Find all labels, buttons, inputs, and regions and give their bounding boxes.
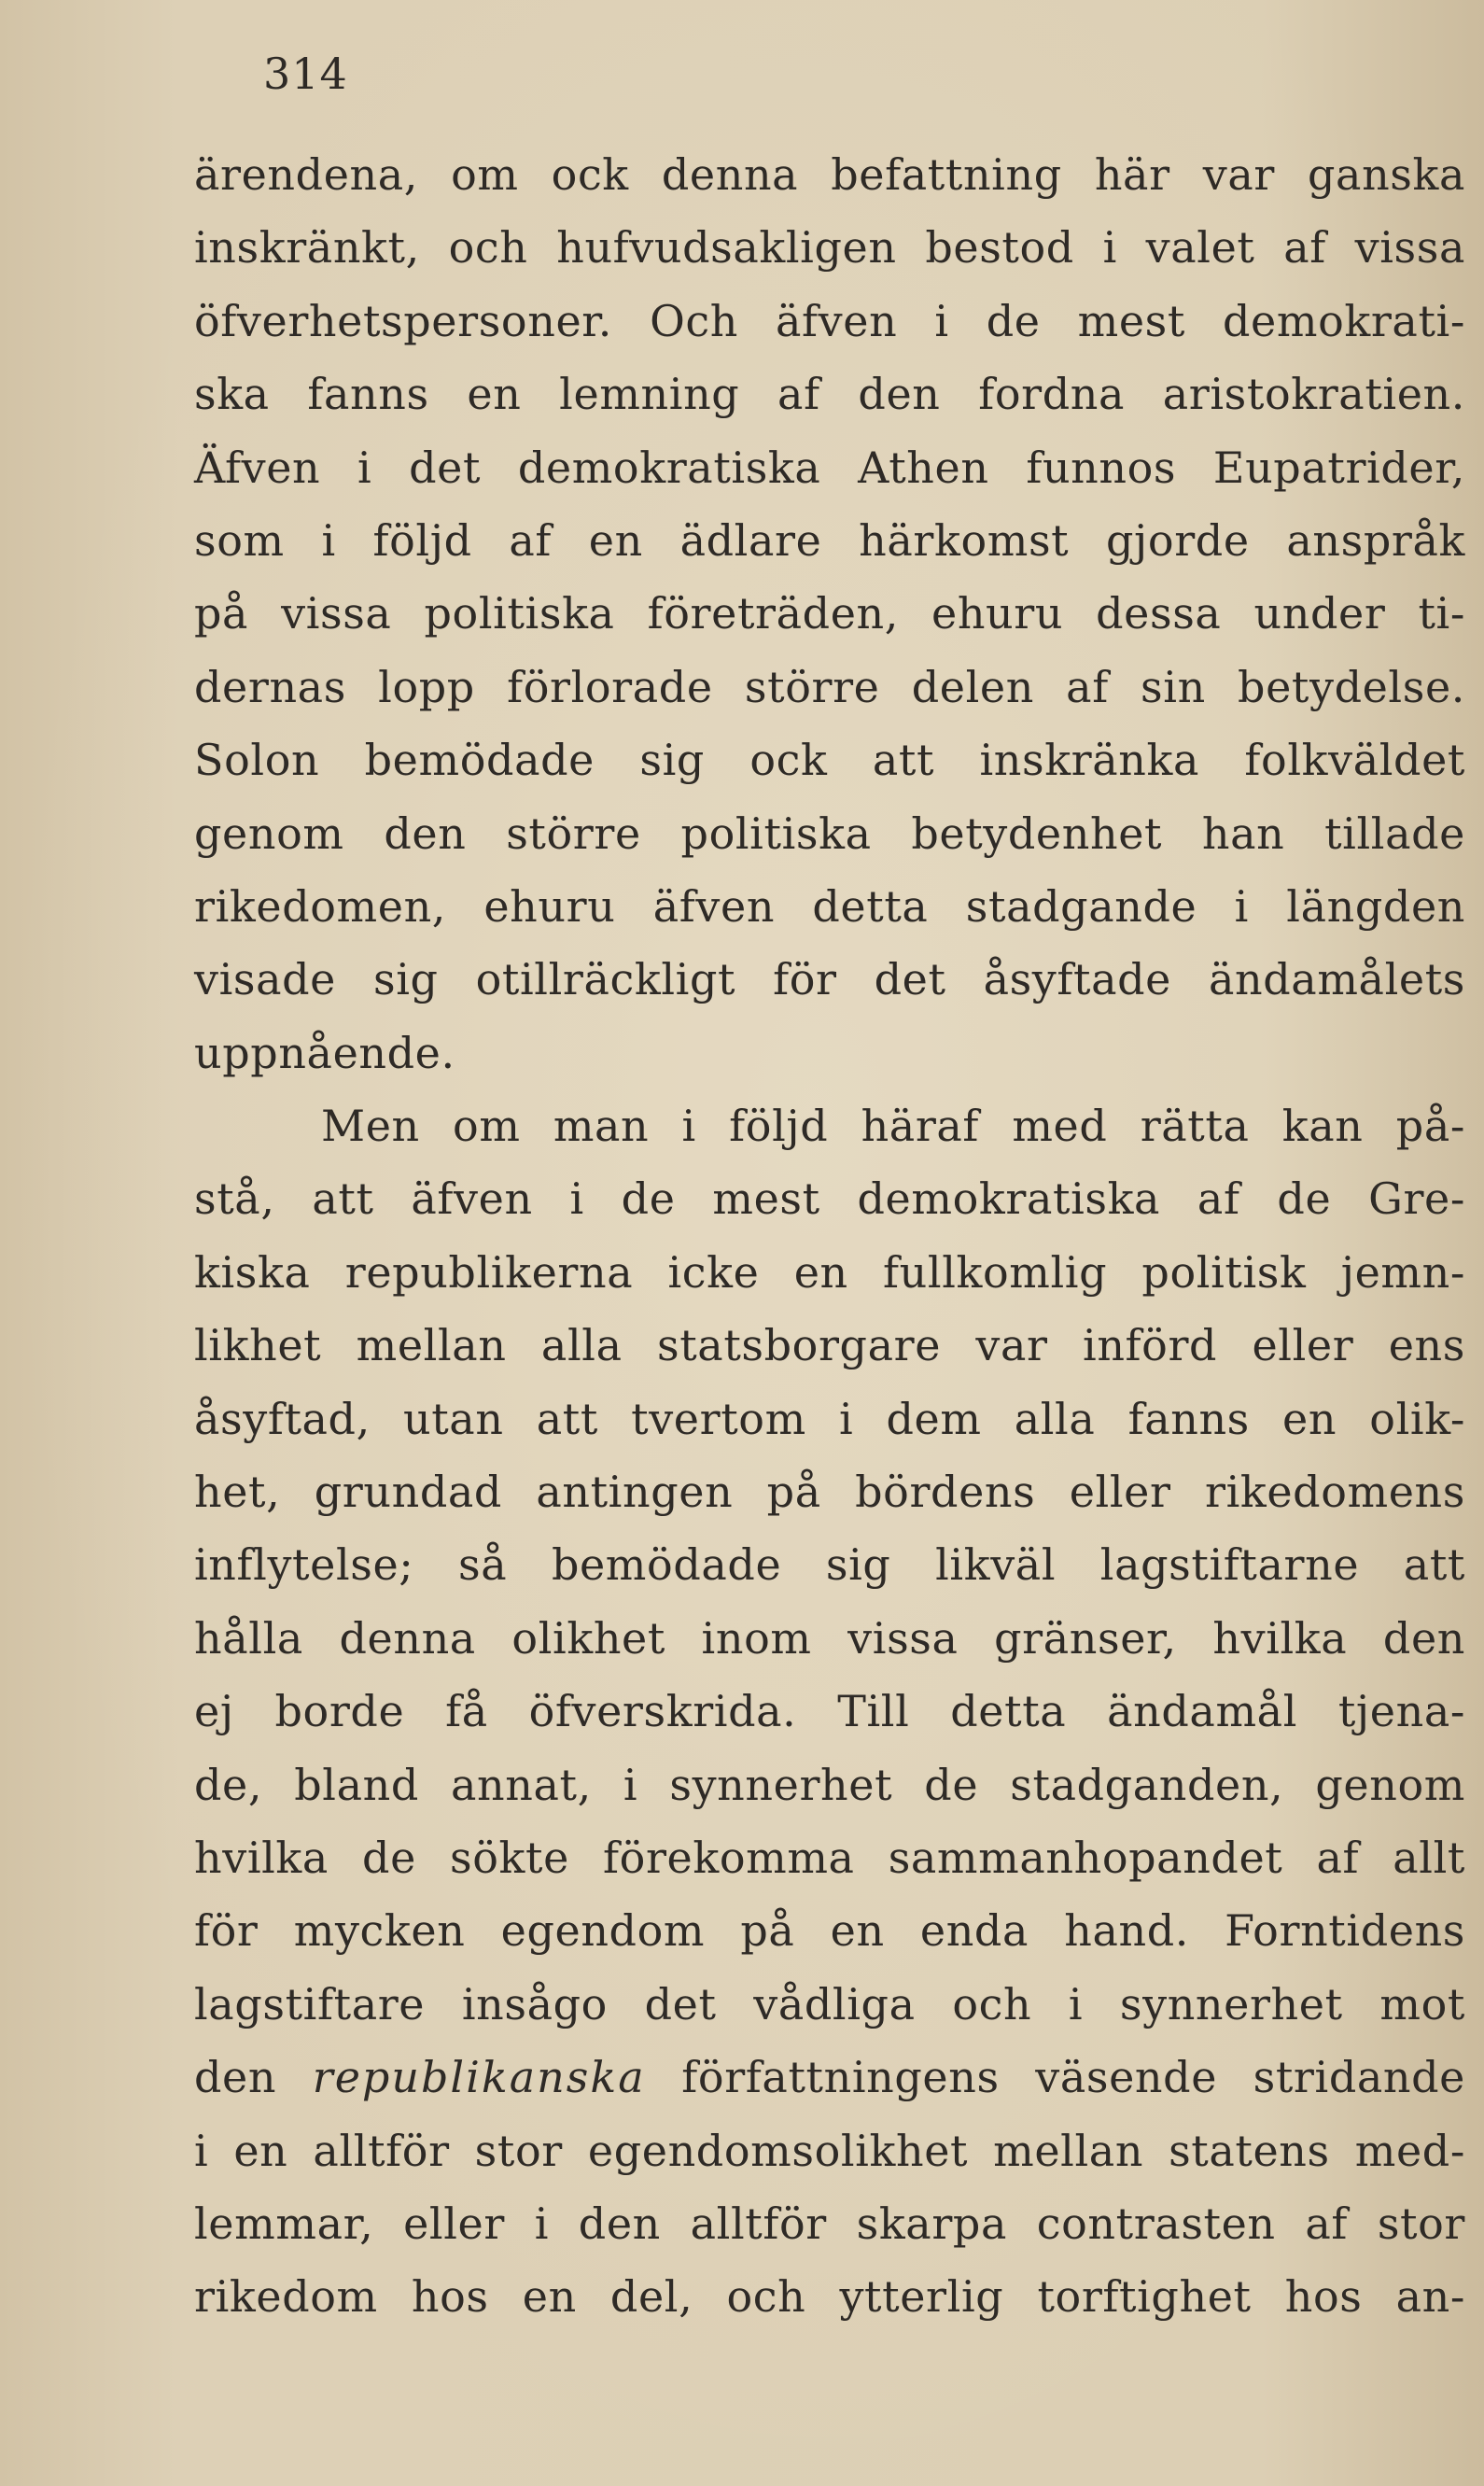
text-line: ej borde få öfverskrida. Till detta ändamål tjena- [194,1686,1465,1737]
text-line: rikedomen, ehuru äfven detta stadgande i längden [194,880,1465,932]
text-line: på vissa politiska företräden, ehuru dessa under ti- [194,588,1465,639]
page-number: 314 [263,49,348,99]
body-text [194,138,1465,2334]
paragraph-end-line: uppnående. [194,1027,455,1078]
text-line: lemmar, eller i den alltför skarpa contrasten af stor [194,2198,1465,2249]
text-line: rikedom hos en del, och ytterlig torftighet hos an- [194,2271,1465,2323]
text-line: visade sig otillräckligt för det åsyftade ändamålets [194,954,1465,1005]
text-line: stå, att äfven i de mest demokratiska af de Gre- [194,1173,1465,1225]
text-line: som i följd af en ädlare härkomst gjorde anspråk [194,514,1465,566]
text-line: ska fanns en lemning af den fordna aristokratien. [194,369,1465,420]
text-line: åsyftad, utan att tvertom i dem alla fanns en olik- [194,1393,1465,1444]
text-line: het, grundad antingen på bördens eller rikedomens [194,1467,1465,1518]
line-start-text: den [194,2052,313,2103]
text-line: likhet mellan alla statsborgare var införd eller ens [194,1320,1465,1371]
text-line-with-italic [194,2041,1465,2114]
text-line: Solon bemödade sig ock att inskränka folkväldet [194,735,1465,786]
text-line: genom den större politiska betydenhet han tillade [194,808,1465,859]
text-line: för mycken egendom på en enda hand. Forntidens [194,1905,1465,1957]
text-line: lagstiftare insågo det vådliga och i synnerhet mot [194,1978,1465,2030]
italic-word: republikanska [312,2052,646,2103]
text-line: inflytelse; så bemödade sig likväl lagstiftarne att [194,1539,1465,1591]
text-line: ärendena, om ock denna befattning här var ganska [194,149,1465,200]
text-line: Äfven i det demokratiska Athen funnos Eupatrider, [194,442,1465,493]
paragraph-start-line: Men om man i följd häraf med rätta kan på- [321,1101,1465,1152]
text-line: inskränkt, och hufvudsakligen bestod i valet af vissa [194,222,1465,274]
text-line: dernas lopp förlorade större delen af sin betydelse. [194,661,1465,712]
text-line: hålla denna olikhet inom vissa gränser, hvilka den [194,1612,1465,1664]
text-line: de, bland annat, i synnerhet de stadganden, genom [194,1759,1465,1810]
text-line: i en alltför stor egendomsolikhet mellan statens med- [194,2125,1465,2176]
text-line: hvilka de sökte förekomma sammanhopandet af allt [194,1832,1465,1883]
line-end-text: författningens väsende stridande [645,2052,1465,2103]
text-line: öfverhetspersoner. Och äfven i de mest demokrati- [194,295,1465,346]
text-line: kiska republikerna icke en fullkomlig politisk jemn- [194,1246,1465,1298]
